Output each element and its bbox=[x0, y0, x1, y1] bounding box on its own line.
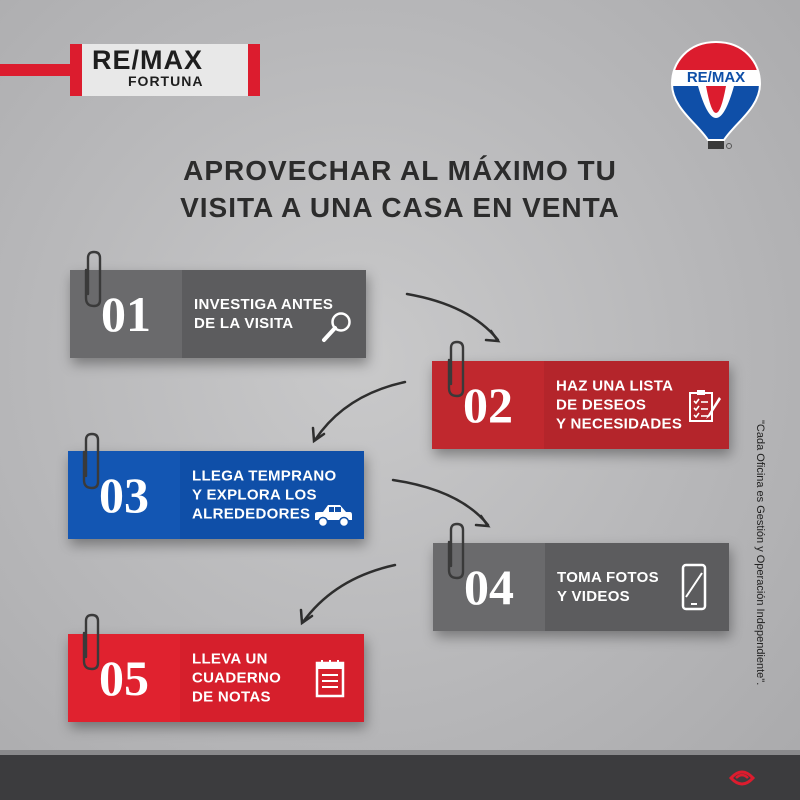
paper-clip-icon bbox=[445, 522, 469, 580]
paper-clip-icon bbox=[82, 250, 106, 308]
balloon-text: RE/MAX bbox=[686, 69, 746, 86]
arrow-4-to-5 bbox=[303, 565, 395, 622]
phone-icon bbox=[681, 563, 707, 611]
brand-office: FORTUNA bbox=[128, 73, 204, 89]
step-text: INVESTIGA ANTES DE LA VISITA bbox=[194, 296, 334, 332]
step-card-04 bbox=[433, 543, 729, 631]
notepad-icon bbox=[314, 658, 346, 698]
step-card-02 bbox=[432, 361, 729, 449]
arrow-2-to-3 bbox=[315, 382, 405, 440]
step-text: HAZ UNA LISTA DE DESEOS Y NECESIDADES bbox=[556, 377, 683, 433]
arrow-3-to-4 bbox=[393, 480, 488, 525]
step-card-01 bbox=[70, 270, 366, 358]
step-text: LLEVA UN CUADERNO DE NOTAS bbox=[192, 650, 282, 706]
step-number: 01 bbox=[70, 270, 182, 358]
magnifier-icon bbox=[320, 310, 354, 344]
arrow-1-to-2 bbox=[407, 294, 498, 340]
footer-bar bbox=[0, 750, 800, 800]
footer-brand-icon bbox=[728, 766, 756, 790]
footer-stripe bbox=[0, 750, 800, 755]
step-text: LLEGA TEMPRANO Y EXPLORA LOS ALREDEDORES bbox=[192, 467, 337, 523]
car-icon bbox=[312, 503, 354, 529]
step-number: 04 bbox=[433, 543, 545, 631]
step-number: 05 bbox=[68, 634, 180, 722]
step-number: 02 bbox=[432, 361, 544, 449]
paper-clip-icon bbox=[80, 613, 104, 671]
paper-clip-icon bbox=[445, 340, 469, 398]
disclaimer-text: "Cada Oficina es Gestión y Operación Independiente". bbox=[754, 420, 766, 686]
step-number: 03 bbox=[68, 451, 180, 539]
checklist-icon bbox=[686, 389, 722, 425]
step-card-03 bbox=[68, 451, 364, 539]
independence-disclaimer bbox=[752, 420, 772, 720]
brand-name: RE/MAX bbox=[92, 45, 204, 75]
step-card-05 bbox=[68, 634, 364, 722]
page-title-line-1: APROVECHAR AL MÁXIMO TU bbox=[183, 155, 617, 186]
paper-clip-icon bbox=[80, 432, 104, 490]
step-text: TOMA FOTOS Y VIDEOS bbox=[557, 569, 659, 605]
page-title-line-2: VISITA A UNA CASA EN VENTA bbox=[180, 192, 620, 223]
